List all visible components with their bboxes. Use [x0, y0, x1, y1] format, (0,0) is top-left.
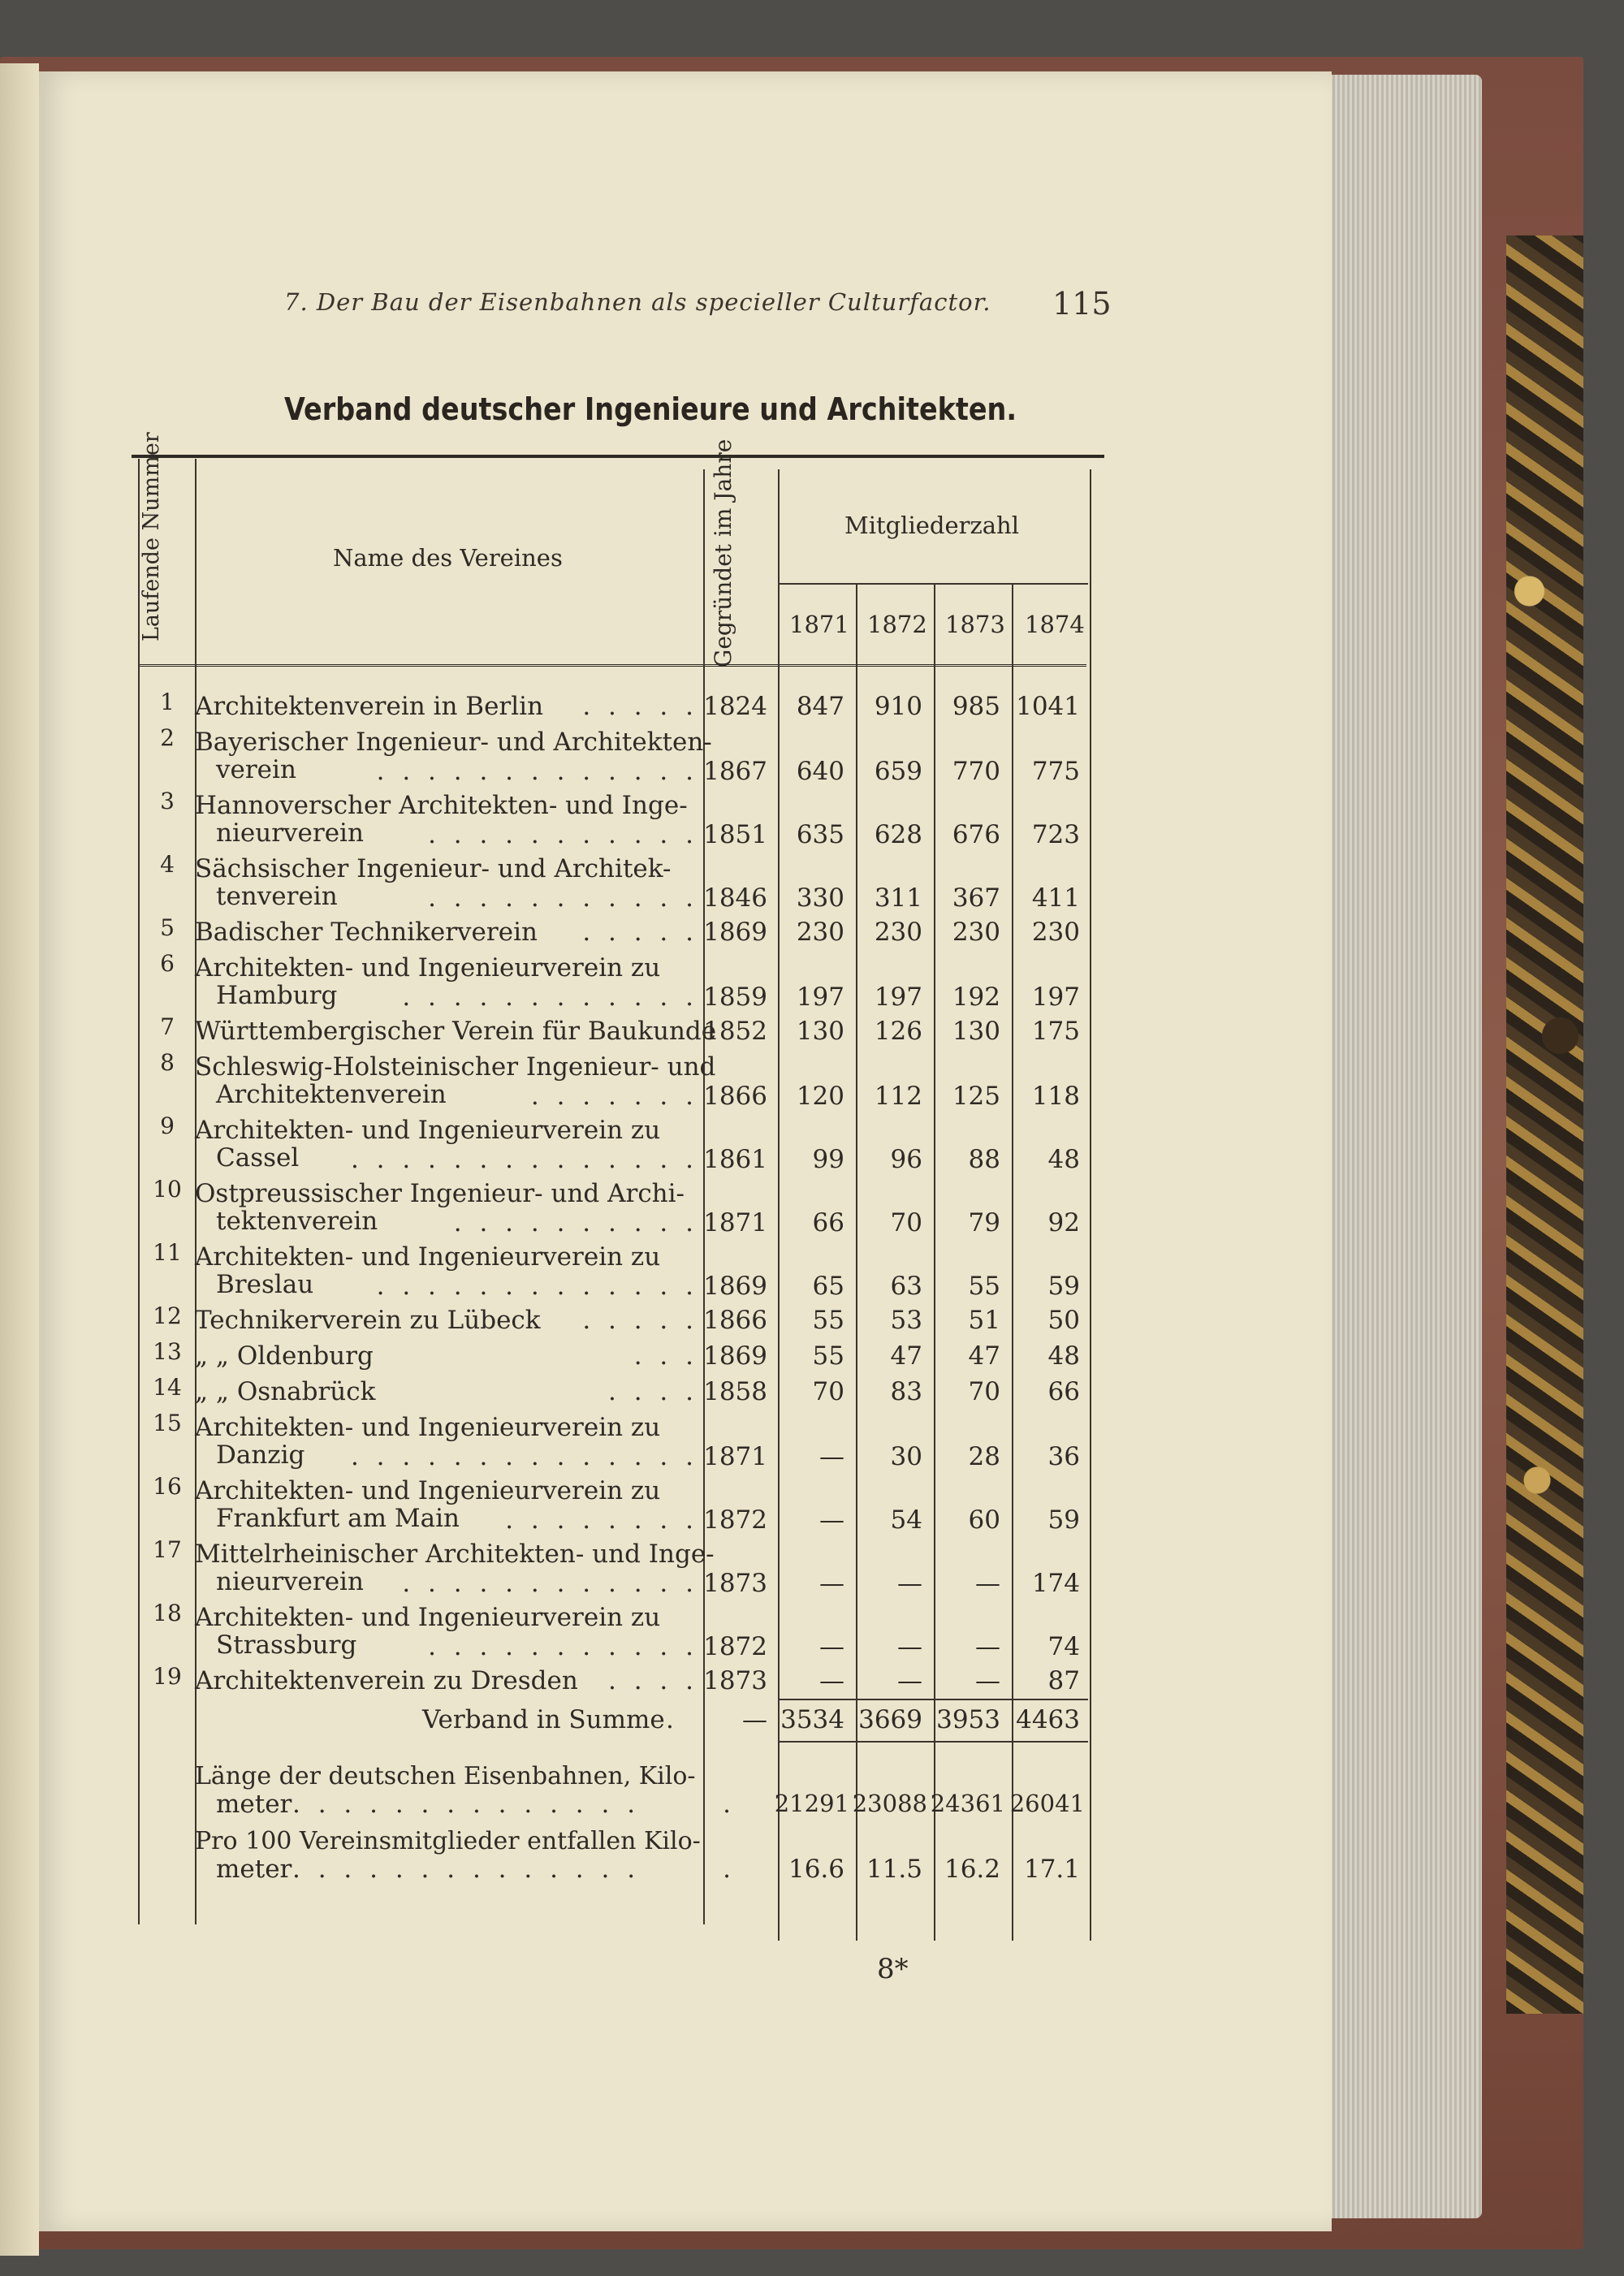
member-count-1873: 28	[968, 1442, 1000, 1471]
leader-dots: . . . . . . .	[530, 1082, 698, 1111]
club-name-cont: nieurverein	[216, 1567, 364, 1596]
leader-dots: . . . .	[608, 1377, 698, 1406]
founded-year: 1858	[703, 1377, 767, 1406]
leader-dots: . . . .	[608, 1666, 698, 1695]
leader-dots: . . . . . . . .	[505, 1505, 698, 1535]
per100-value-1871: 16.6	[788, 1855, 844, 1884]
club-name-cont: Strassburg	[216, 1630, 357, 1660]
header-mitgliederzahl: Mitgliederzahl	[844, 512, 1020, 539]
per100-value-1874: 17.1	[1023, 1855, 1080, 1884]
row-number: 13	[153, 1338, 182, 1365]
member-count-1871: —	[819, 1632, 844, 1661]
member-count-1874: 92	[1047, 1208, 1080, 1237]
club-name: Technikerverein zu Lübeck	[195, 1306, 541, 1335]
leader-dots: . . . . . . . . . . . . .	[376, 1272, 698, 1301]
member-count-1874: 87	[1047, 1666, 1080, 1695]
club-name-cont: Breslau	[216, 1270, 314, 1299]
member-count-1872: 30	[890, 1442, 922, 1471]
founded-year: 1869	[703, 1341, 767, 1371]
sum-dots: .	[666, 1705, 674, 1734]
club-name: Hannoverscher Architekten- und Inge-	[195, 791, 688, 820]
header-gegruendet	[711, 439, 736, 667]
leader-dots: . . . . .	[582, 918, 698, 947]
member-count-1873: 70	[968, 1377, 1000, 1406]
length-dots: . . . . . . . . . . . . . .	[292, 1790, 641, 1819]
row-number: 15	[153, 1410, 182, 1436]
member-count-1873: 985	[952, 692, 1000, 721]
column-rule	[138, 459, 140, 1924]
sum-rule-top	[780, 1699, 1088, 1700]
member-count-1871: 66	[812, 1208, 844, 1237]
member-count-1874: 59	[1047, 1505, 1080, 1535]
member-count-1872: —	[897, 1666, 922, 1695]
leader-dots: . . . . .	[582, 1306, 698, 1335]
founded-year: 1846	[703, 883, 767, 913]
header-year-1873: 1873	[945, 611, 1005, 638]
header-year-1871: 1871	[789, 611, 849, 638]
row-number: 18	[153, 1600, 182, 1626]
founded-year: 1873	[703, 1666, 767, 1695]
founded-year: 1869	[703, 918, 767, 947]
per100-value-1873: 16.2	[944, 1855, 1000, 1884]
member-count-1871: —	[819, 1505, 844, 1535]
member-count-1871: —	[819, 1569, 844, 1598]
row-number: 12	[153, 1302, 182, 1329]
table-title: Verband deutscher Ingenieure und Architekten.	[284, 391, 1017, 427]
per100-label-cont: meter	[216, 1855, 292, 1884]
member-count-1874: 48	[1047, 1145, 1080, 1174]
member-count-1871: 130	[796, 1017, 844, 1046]
founded-year: 1867	[703, 757, 767, 786]
column-rule	[1090, 469, 1091, 1941]
row-number: 5	[160, 914, 175, 941]
length-label-cont: meter	[216, 1790, 292, 1819]
member-count-1874: 175	[1031, 1017, 1080, 1046]
member-count-1872: 70	[890, 1208, 922, 1237]
member-count-1871: 55	[812, 1341, 844, 1371]
column-rule	[934, 583, 935, 1941]
header-laufende-nummer-text: Laufende Nummer	[139, 432, 164, 641]
member-count-1874: 48	[1047, 1341, 1080, 1371]
founded-year: 1871	[703, 1208, 767, 1237]
length-label: Länge der deutschen Eisenbahnen, Kilo-	[195, 1762, 696, 1790]
row-number: 7	[160, 1013, 175, 1040]
member-count-1872: 63	[890, 1272, 922, 1301]
leader-dots: . . . . .	[582, 692, 698, 721]
member-count-1874: 775	[1031, 757, 1080, 786]
club-name: Bayerischer Ingenieur- und Architekten-	[195, 728, 712, 757]
leader-dots: . . .	[633, 1341, 698, 1371]
founded-year: 1859	[703, 983, 767, 1012]
row-number: 3	[160, 788, 175, 814]
club-name-cont: tektenverein	[216, 1207, 378, 1236]
member-count-1871: 70	[812, 1377, 844, 1406]
member-count-1873: 60	[968, 1505, 1000, 1535]
member-count-1874: 59	[1047, 1272, 1080, 1301]
member-count-1872: 197	[874, 983, 922, 1012]
member-count-1874: 1041	[1016, 692, 1080, 721]
row-number: 1	[160, 689, 175, 715]
club-name: Architekten- und Ingenieurverein zu	[195, 953, 661, 983]
member-count-1872: 53	[890, 1306, 922, 1335]
founded-year: 1872	[703, 1505, 767, 1535]
member-count-1872: 96	[890, 1145, 922, 1174]
page-edges	[1315, 75, 1482, 2218]
signature-mark: 8*	[877, 1953, 909, 1985]
leader-dots: . . . . . . . . . . .	[428, 1632, 698, 1661]
table-header-rule	[138, 664, 1086, 667]
column-rule	[1012, 583, 1013, 1941]
club-name: Architekten- und Ingenieurverein zu	[195, 1116, 661, 1145]
leader-dots: . . . . . . . . . . . . .	[376, 757, 698, 786]
club-name: Ostpreussischer Ingenieur- und Archi-	[195, 1179, 685, 1208]
member-count-1872: 126	[874, 1017, 922, 1046]
club-name: Schleswig-Holsteinischer Ingenieur- und	[195, 1052, 716, 1082]
member-count-1873: 367	[952, 883, 1000, 913]
member-count-1873: 47	[968, 1341, 1000, 1371]
club-name-cont: verein	[216, 755, 296, 784]
member-count-1873: 51	[968, 1306, 1000, 1335]
per100-dots: . . . . . . . . . . . . . .	[292, 1855, 641, 1884]
member-count-1872: 112	[874, 1082, 922, 1111]
member-count-1871: —	[819, 1666, 844, 1695]
club-name-cont: tenverein	[216, 882, 338, 911]
page-number: 115	[1052, 286, 1112, 322]
member-count-1872: 83	[890, 1377, 922, 1406]
length-year: .	[723, 1790, 731, 1819]
founded-year: 1824	[703, 692, 767, 721]
member-count-1874: 50	[1047, 1306, 1080, 1335]
leader-dots: . . . . . . . . . . . . . .	[350, 1145, 698, 1174]
member-count-1872: —	[897, 1632, 922, 1661]
member-count-1871: 197	[796, 983, 844, 1012]
member-count-1874: 74	[1047, 1632, 1080, 1661]
member-count-1874: 197	[1031, 983, 1080, 1012]
club-name: „ „ Osnabrück	[195, 1377, 376, 1406]
member-count-1871: 99	[812, 1145, 844, 1174]
member-count-1873: —	[975, 1632, 1000, 1661]
row-number: 9	[160, 1112, 175, 1139]
club-name: „ „ Oldenburg	[195, 1341, 374, 1371]
club-name: Architekten- und Ingenieurverein zu	[195, 1242, 661, 1272]
club-name: Architekten- und Ingenieurverein zu	[195, 1603, 661, 1632]
sum-rule-bottom	[780, 1741, 1088, 1743]
founded-year: 1871	[703, 1442, 767, 1471]
leader-dots: . . . . . . . . . . . . . .	[350, 1442, 698, 1471]
founded-year: 1872	[703, 1632, 767, 1661]
column-rule	[856, 583, 857, 1941]
member-count-1871: 330	[796, 883, 844, 913]
member-count-1872: 311	[874, 883, 922, 913]
header-name: Name des Vereines	[333, 544, 563, 572]
member-count-1872: —	[897, 1569, 922, 1598]
leader-dots: . . . . . . . . . . . .	[402, 1569, 698, 1598]
running-head: 7. Der Bau der Eisenbahnen als specieller Culturfactor.	[284, 288, 991, 316]
row-number: 11	[153, 1239, 182, 1266]
member-count-1872: 47	[890, 1341, 922, 1371]
header-gegruendet-text: Gegründet im Jahre	[710, 438, 736, 667]
member-count-1873: —	[975, 1666, 1000, 1695]
member-count-1871: 847	[796, 692, 844, 721]
row-number: 14	[153, 1374, 182, 1401]
club-name: Architektenverein in Berlin	[195, 692, 544, 721]
row-number: 2	[160, 724, 175, 751]
leader-dots: . . . . . . . . . . .	[428, 820, 698, 849]
member-count-1873: 192	[952, 983, 1000, 1012]
member-count-1872: 628	[874, 820, 922, 849]
member-count-1872: 910	[874, 692, 922, 721]
marbled-edge	[1506, 235, 1583, 2014]
left-page-edge	[0, 63, 39, 2256]
sum-value-1871: 3534	[780, 1705, 844, 1734]
club-name: Architektenverein zu Dresden	[195, 1666, 578, 1695]
member-count-1874: 118	[1031, 1082, 1080, 1111]
member-count-1874: 66	[1047, 1377, 1080, 1406]
member-count-1872: 230	[874, 918, 922, 947]
club-name-cont: Danzig	[216, 1440, 305, 1470]
sum-value-1872: 3669	[858, 1705, 922, 1734]
club-name: Architekten- und Ingenieurverein zu	[195, 1413, 661, 1442]
club-name-cont: Hamburg	[216, 981, 338, 1010]
member-count-1874: 174	[1031, 1569, 1080, 1598]
founded-year: 1866	[703, 1306, 767, 1335]
leader-dots: . . . . . . . . . . . .	[402, 983, 698, 1012]
length-value-1871: 21291	[774, 1790, 849, 1817]
member-count-1874: 230	[1031, 918, 1080, 947]
per100-label: Pro 100 Vereinsmitglieder entfallen Kilo-	[195, 1827, 701, 1855]
member-count-1874: 36	[1047, 1442, 1080, 1471]
member-count-1873: 79	[968, 1208, 1000, 1237]
table-top-rule	[132, 455, 1104, 458]
club-name: Badischer Technikerverein	[195, 918, 538, 947]
founded-year: 1866	[703, 1082, 767, 1111]
founded-year: 1861	[703, 1145, 767, 1174]
row-number: 16	[153, 1473, 182, 1500]
sum-label: Verband in Summe	[422, 1705, 665, 1734]
header-laufende-nummer	[140, 432, 164, 641]
member-count-1873: 770	[952, 757, 1000, 786]
member-count-1873: 88	[968, 1145, 1000, 1174]
member-count-1871: 635	[796, 820, 844, 849]
length-value-1873: 24361	[930, 1790, 1005, 1817]
club-name: Württembergischer Verein für Baukunde	[195, 1017, 717, 1046]
founded-year: 1873	[703, 1569, 767, 1598]
club-name-cont: nieurverein	[216, 818, 364, 848]
member-count-1871: 65	[812, 1272, 844, 1301]
member-count-1871: —	[819, 1442, 844, 1471]
founded-year: 1851	[703, 820, 767, 849]
row-number: 10	[153, 1176, 182, 1203]
member-count-1871: 640	[796, 757, 844, 786]
member-count-1872: 54	[890, 1505, 922, 1535]
header-year-1874: 1874	[1025, 611, 1085, 638]
row-number: 8	[160, 1049, 175, 1076]
club-name: Architekten- und Ingenieurverein zu	[195, 1476, 661, 1505]
club-name: Sächsischer Ingenieur- und Architek-	[195, 854, 672, 883]
club-name: Mittelrheinischer Architekten- und Inge-	[195, 1540, 715, 1569]
row-number: 4	[160, 851, 175, 878]
row-number: 19	[153, 1663, 182, 1690]
member-count-1873: —	[975, 1569, 1000, 1598]
member-count-1871: 120	[796, 1082, 844, 1111]
founded-year: 1869	[703, 1272, 767, 1301]
member-count-1871: 55	[812, 1306, 844, 1335]
member-count-1873: 676	[952, 820, 1000, 849]
club-name-cont: Frankfurt am Main	[216, 1504, 460, 1533]
member-count-1873: 55	[968, 1272, 1000, 1301]
per100-year: .	[723, 1855, 731, 1884]
length-value-1872: 23088	[852, 1790, 927, 1817]
member-count-1874: 723	[1031, 820, 1080, 849]
founded-year: 1852	[703, 1017, 767, 1046]
row-number: 6	[160, 950, 175, 977]
header-year-1872: 1872	[867, 611, 927, 638]
row-number: 17	[153, 1536, 182, 1563]
sum-year: —	[742, 1705, 767, 1734]
club-name-cont: Architektenverein	[216, 1080, 447, 1109]
member-count-1871: 230	[796, 918, 844, 947]
member-count-1873: 130	[952, 1017, 1000, 1046]
club-name-cont: Cassel	[216, 1143, 300, 1173]
leader-dots: . . . . . . . . . .	[453, 1208, 698, 1237]
member-count-1872: 659	[874, 757, 922, 786]
member-count-1874: 411	[1031, 883, 1080, 913]
member-count-1873: 125	[952, 1082, 1000, 1111]
sum-value-1873: 3953	[936, 1705, 1000, 1734]
sum-value-1874: 4463	[1016, 1705, 1080, 1734]
length-value-1874: 26041	[1009, 1790, 1085, 1817]
member-count-1873: 230	[952, 918, 1000, 947]
leader-dots: . . . . . . . . . . .	[428, 883, 698, 913]
per100-value-1872: 11.5	[866, 1855, 922, 1884]
